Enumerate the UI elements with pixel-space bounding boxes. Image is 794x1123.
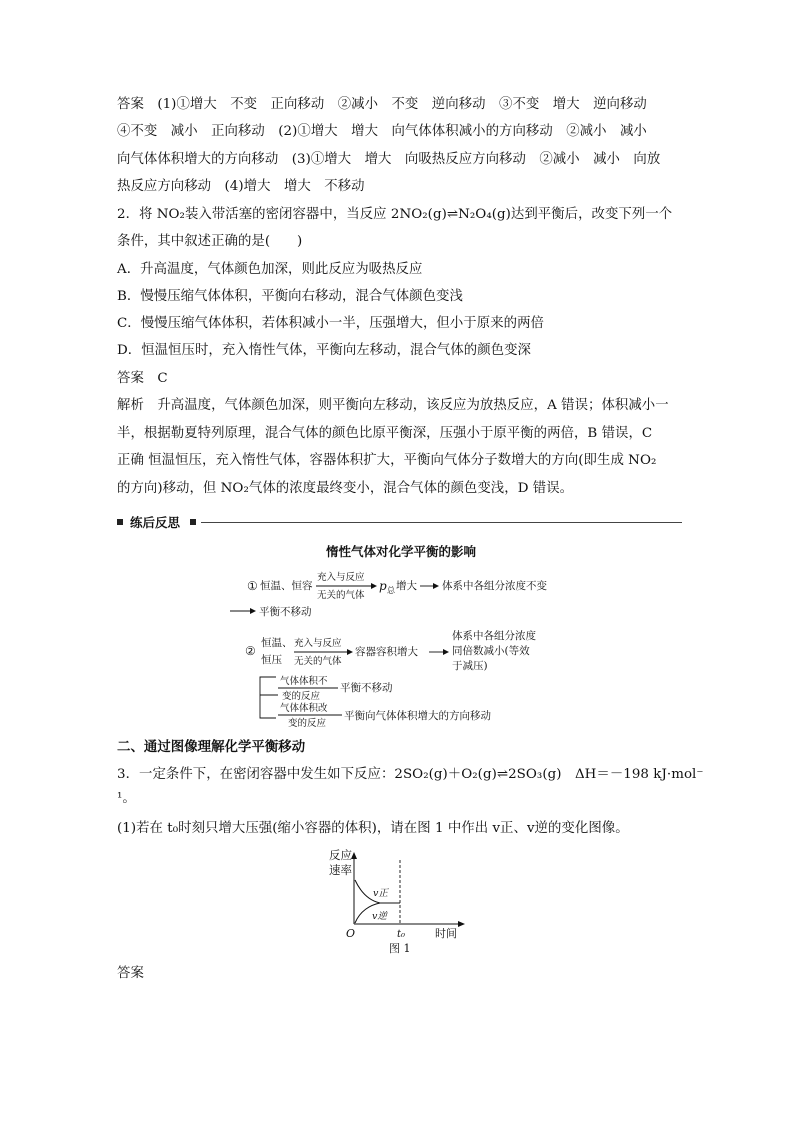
branch2-result: 平衡向气体体积增大的方向移动: [344, 710, 491, 722]
q2-explanation-line3: 正确 恒温恒压，充入惰性气体，容器体积扩大，平衡向气体分子数增大的方向(即生成 NO₂: [117, 453, 657, 468]
v-reverse-label: v逆: [372, 911, 387, 922]
figure1-rate-time-graph: [318, 846, 478, 958]
x-axis-arrow-icon: [458, 921, 465, 927]
figure1-ylabel-line1: 反应: [329, 848, 352, 862]
figure1-caption: 图 1: [389, 942, 411, 955]
q2-stem-line1: 2．将 NO₂装入带活塞的密闭容器中，当反应 2NO₂(g)⇌N₂O₄(g)达到平衡后，改变下列一个: [117, 207, 673, 222]
section-bullet-icon: [190, 519, 196, 525]
q2-option-d: D．恒温恒压时，充入惰性气体，平衡向左移动，混合气体的颜色变深: [117, 343, 532, 358]
q2-answer: 答案 C: [117, 371, 168, 386]
branch2-bottom: 变的反应: [288, 718, 327, 728]
case2-arrow-top: 充入与反应: [294, 638, 342, 649]
branch1-result: 平衡不移动: [340, 682, 393, 694]
case2-result: 容器容积增大: [355, 646, 418, 658]
reflection-section-label: 练后反思: [130, 515, 181, 530]
arrow-head-icon: [250, 608, 256, 614]
q2-explanation-line4: 的方向)移动，但 NO₂气体的浓度最终变小，混合气体的颜色变浅，D 错误。: [117, 481, 574, 496]
branch1-top: 气体体积不: [280, 676, 328, 687]
arrow-head-icon: [371, 583, 377, 589]
q2-stem-line2: 条件，其中叙述正确的是( ): [117, 234, 303, 249]
case2-condition2: 恒压: [261, 654, 282, 666]
q1-answer-line4: 热反应方向移动 (4)增大 增大 不移动: [117, 179, 365, 194]
case2-arrow-bottom: 无关的气体: [294, 656, 342, 667]
case1-final: 体系中各组分浓度不变: [442, 580, 547, 592]
case1-conclusion: 平衡不移动: [259, 606, 312, 618]
branch1-bottom: 变的反应: [282, 691, 321, 702]
arrow-head-icon: [433, 583, 439, 589]
q3-answer: 答案: [117, 966, 144, 981]
diagram-title: 惰性气体对化学平衡的影响: [325, 544, 477, 559]
section-rule: [201, 522, 682, 523]
q3-stem-line1: 3．一定条件下，在密闭容器中发生如下反应：2SO₂(g)＋O₂(g)⇌2SO₃(g) ΔH＝－198 kJ·mol⁻: [117, 767, 704, 782]
section2-heading: 二、通过图像理解化学平衡移动: [117, 739, 306, 755]
case1-arrow-bottom: 无关的气体: [317, 590, 365, 601]
t0-label: t₀: [397, 929, 406, 940]
origin-label: O: [346, 927, 356, 940]
q1-answer-line1: 答案 (1)①增大 不变 正向移动 ②减小 不变 逆向移动 ③不变 增大 逆向移动: [117, 97, 647, 112]
arrow-head-icon: [347, 649, 353, 655]
q2-explanation-line1: 解析 升高温度，气体颜色加深，则平衡向左移动，该反应为放热反应，A 错误；体积减小一: [117, 398, 669, 413]
case1-condition: 恒温、恒容: [260, 580, 313, 592]
branch-bracket: [260, 677, 276, 718]
q2-option-c: C．慢慢压缩气体体积，若体积减小一半，压强增大，但小于原来的两倍: [117, 316, 544, 331]
arrow-head-icon: [443, 649, 449, 655]
inert-gas-diagram: [230, 538, 590, 728]
q2-option-b: B．慢慢压缩气体体积，平衡向右移动，混合气体颜色变浅: [117, 289, 463, 304]
q2-option-a: A．升高温度，气体颜色加深，则此反应为吸热反应: [117, 262, 423, 277]
case1-arrow-top: 充入与反应: [317, 572, 365, 583]
x-axis-label: 时间: [435, 927, 457, 940]
case2-final-line1: 体系中各组分浓度: [452, 630, 536, 642]
figure1-ylabel-line2: 速率: [329, 863, 352, 877]
q3-sub1: (1)若在 t₀时刻只增大压强(缩小容器的体积)，请在图 1 中作出 v正、v逆的变化图像。: [117, 821, 629, 836]
case1-result: 增大: [396, 580, 417, 592]
reflection-section-bar: [117, 514, 682, 532]
section-bullet-icon: [117, 519, 123, 525]
case2-number: ②: [245, 644, 256, 658]
q3-stem-line2: ¹。: [117, 791, 136, 806]
q1-answer-line2: ④不变 减小 正向移动 (2)①增大 增大 向气体体积减小的方向移动 ②减小 减小: [117, 124, 647, 139]
case1-number: ①: [247, 579, 258, 593]
case2-final-line3: 于减压): [452, 660, 488, 672]
case2-final-line2: 同倍数减小(等效: [452, 645, 530, 657]
case2-condition1: 恒温、: [261, 637, 293, 649]
q2-explanation-line2: 半，根据勒夏特列原理，混合气体的颜色比原平衡深，压强小于原平衡的两倍，B 错误，C: [117, 426, 653, 441]
case1-p-subscript: 总: [387, 586, 395, 595]
case1-p-symbol: p: [379, 579, 387, 593]
branch2-top: 气体体积改: [280, 703, 328, 714]
v-forward-label: v正: [373, 888, 388, 899]
q1-answer-line3: 向气体体积增大的方向移动 (3)①增大 增大 向吸热反应方向移动 ②减小 减小 向放: [117, 152, 661, 167]
